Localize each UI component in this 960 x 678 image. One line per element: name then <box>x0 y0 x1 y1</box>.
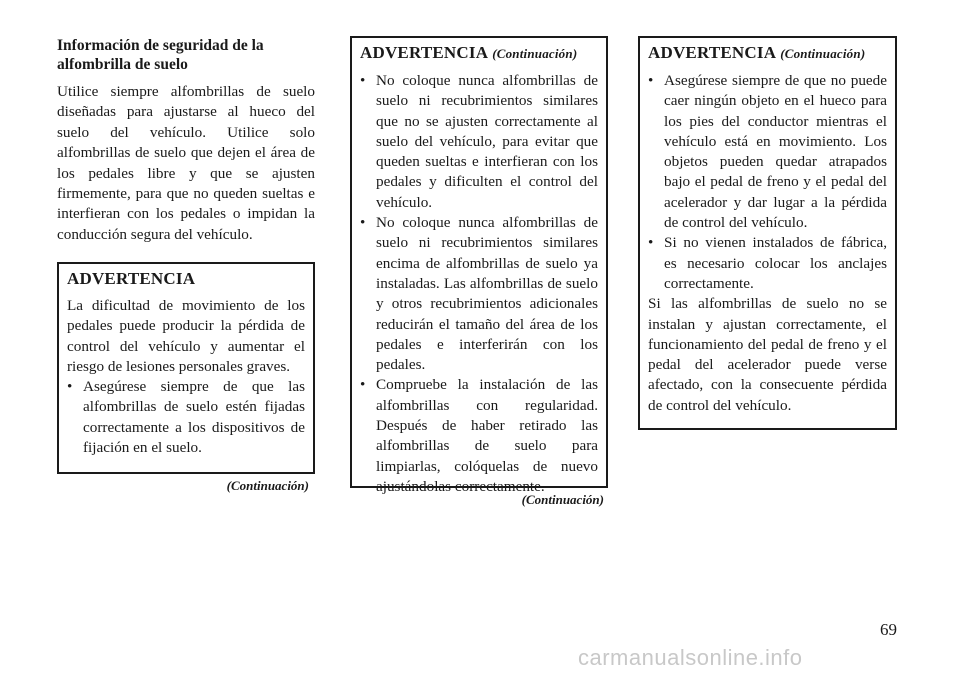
warning-title-continued: (Continuación) <box>780 46 866 61</box>
bullet-icon: • <box>648 234 654 252</box>
bullet-icon: • <box>360 72 366 89</box>
bullet-text: Asegúrese siempre de que las alfombrillas de suelo estén fijadas correctamente a los dispositivos de fijación en el suelo. <box>83 378 305 457</box>
bullet-text: No coloque nunca alfombrillas de suelo ni recubrimientos similares que no se ajusten correctamente al suelo del vehículo, para evitar que queden sueltas e interfieran con los pedales y dificulten el control del vehículo. <box>376 72 598 211</box>
warning-box-2 <box>350 36 608 495</box>
warning-title <box>360 42 598 65</box>
warning-bullet-list <box>648 71 887 294</box>
bullet-text: No coloque nunca alfombrillas de suelo ni recubrimientos similares encima de alfombrillas de suelo ya instaladas. Las alfombrillas de suelo y otros recubrimientos adicionales reducirán el tamaño del área de los pedales e interferirán con los pedales. <box>376 214 598 374</box>
section-heading: Información de seguridad de la alfombrilla de suelo <box>57 37 264 73</box>
bullet-icon: • <box>360 376 366 394</box>
warning-bullet-list <box>67 377 305 458</box>
warning-title <box>67 268 305 290</box>
bullet-text: Asegúrese siempre de que no puede caer ningún objeto en el hueco para los pies del conductor mientras el vehículo está en movimiento. Los objetos pueden quedar atrapados bajo el pedal de freno y el pedal del acelerador y dar lugar a la pérdida de control del vehículo. <box>664 72 887 232</box>
warning-paragraph: La dificultad de movimiento de los pedales puede producir la pérdida de control del vehículo y aumentar el riesgo de lesiones personales graves. <box>67 297 305 375</box>
intro-paragraph: Utilice siempre alfombrillas de suelo diseñadas para ajustarse al hueco del suelo del vehículo. Utilice solo alfombrillas de suelo que dejen el área de los pedales libre y que se ajusten firmemente, para que no queden sueltas e interfieran con los pedales o impidan la conducción segura del vehículo. <box>57 83 315 243</box>
warning-bullet <box>648 71 887 233</box>
bullet-icon: • <box>67 378 73 396</box>
warning-box-3 <box>638 36 897 430</box>
bullet-text: Si no vienen instalados de fábrica, es necesario colocar los anclajes correctamente. <box>664 234 887 292</box>
warning-bullet <box>360 375 598 497</box>
warning-title-text: ADVERTENCIA <box>67 269 196 288</box>
warning-box-1 <box>57 262 315 474</box>
warning-title-text: ADVERTENCIA <box>360 43 489 62</box>
page-number: 69 <box>880 620 897 639</box>
warning-title-text: ADVERTENCIA <box>648 43 777 62</box>
continued-label: (Continuación) <box>226 478 309 493</box>
warning-bullet <box>648 233 887 294</box>
warning-paragraph: Si las alfombrillas de suelo no se instalan y ajustan correctamente, el funcionamiento del pedal de freno y el pedal del acelerador puede verse afectado, con la consecuente pérdida de control del vehículo. <box>648 295 887 414</box>
warning-bullet <box>67 377 305 458</box>
bullet-text: Compruebe la instalación de las alfombrillas con regularidad. Después de haber retirado las alfombrillas de suelo para limpiarlas, colóquelas de nuevo ajustándolas correctamente. <box>376 376 598 495</box>
continued-label: (Continuación) <box>521 492 604 507</box>
bullet-icon: • <box>360 214 366 232</box>
warning-title <box>648 42 887 65</box>
warning-bullet <box>360 213 598 375</box>
warning-bullet <box>360 71 598 213</box>
warning-bullet-list <box>360 71 598 497</box>
watermark-text: carmanualsonline.info <box>578 645 803 670</box>
warning-title-continued: (Continuación) <box>492 46 578 61</box>
bullet-icon: • <box>648 72 654 89</box>
